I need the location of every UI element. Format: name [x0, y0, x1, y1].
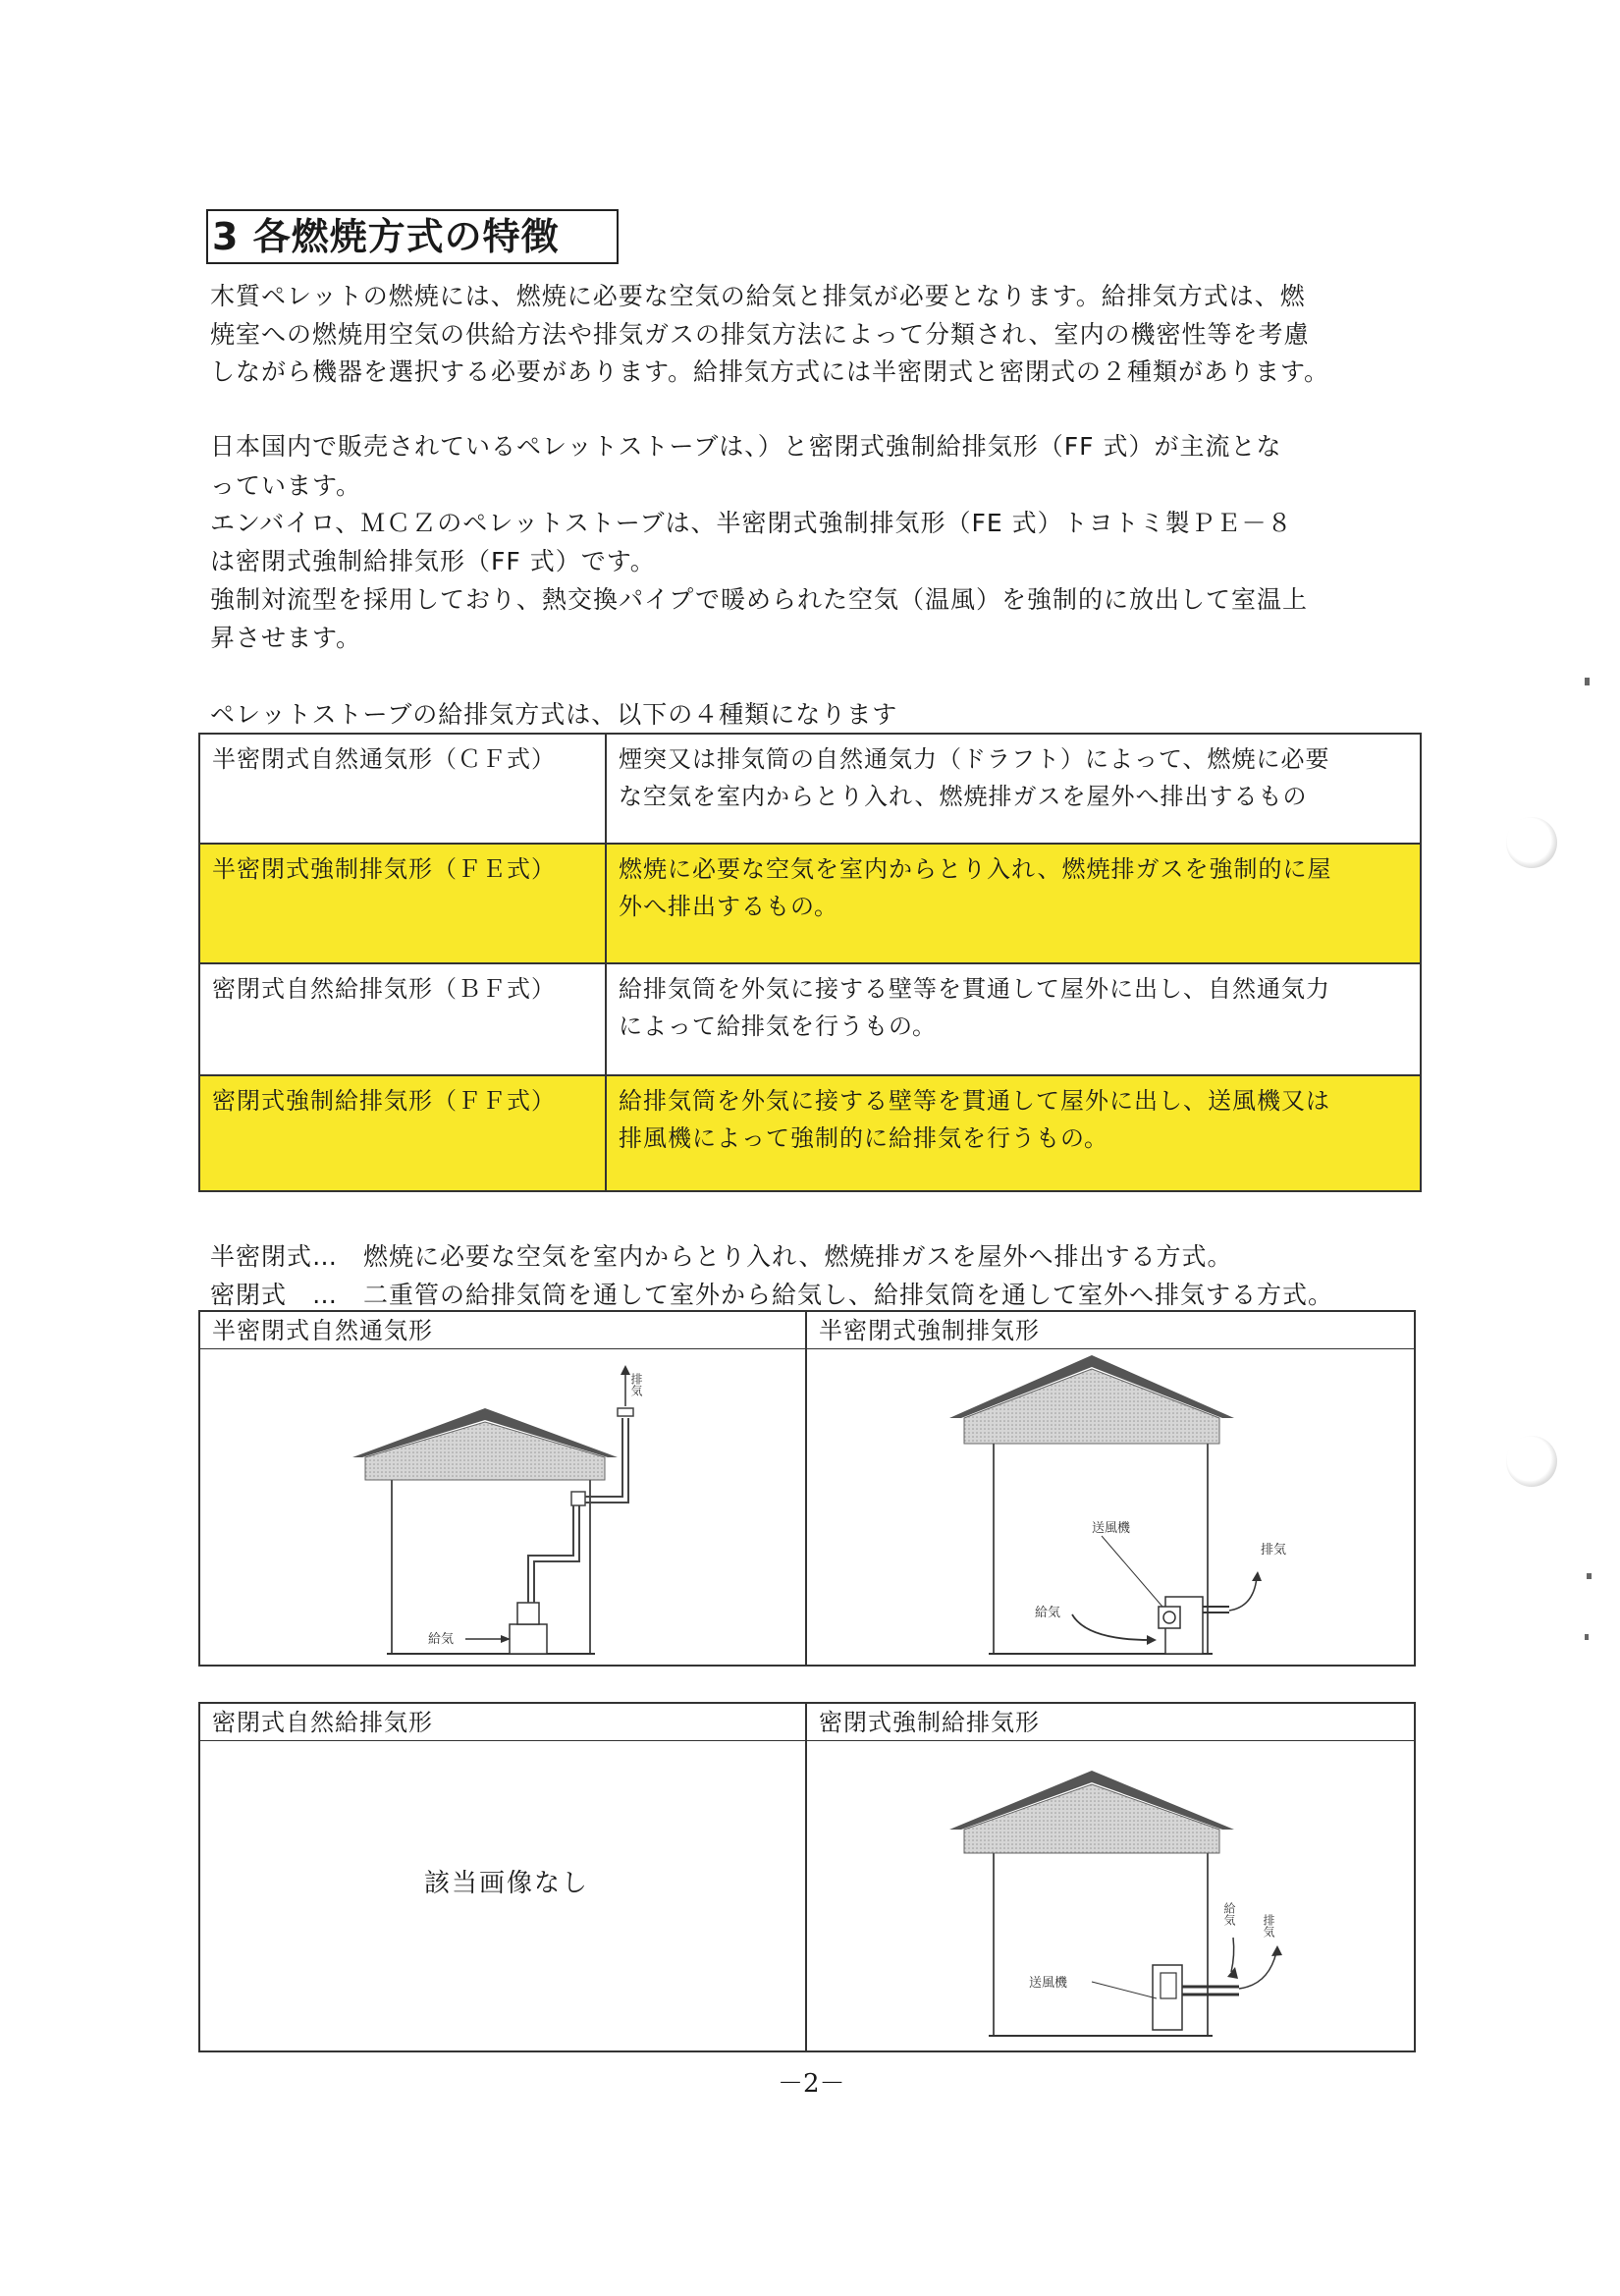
desc-line: 煙突又は排気筒の自然通気力（ドラフト）によって、燃焼に必要: [619, 745, 1330, 773]
desc-line: 給排気筒を外気に接する壁等を貫通して屋外に出し、自然通気力: [619, 975, 1330, 1003]
diagram-ff: [805, 1702, 1416, 2052]
method-description: [606, 734, 1421, 844]
market-line-2: っています。: [210, 471, 362, 500]
house-fe-illustration: [807, 1349, 1414, 1665]
punch-hole: [1506, 1436, 1557, 1487]
section-title: 3 各燃焼方式の特徴: [206, 209, 619, 264]
market-line-4: は密閉式強制給排気形（FF 式）です。: [210, 547, 656, 575]
diagram-fe: [805, 1310, 1416, 1667]
methods-table: [198, 733, 1422, 1192]
method-name: 密閉式自然給排気形（ＢＦ式）: [199, 963, 606, 1075]
diagram-title: 密閉式強制給排気形: [807, 1704, 1414, 1741]
method-description: [606, 1075, 1421, 1191]
punch-hole: [1506, 817, 1557, 868]
diagram-title: 密閉式自然給排気形: [200, 1704, 805, 1741]
definition-closed: 密閉式 … 二重管の給排気筒を通して室外から給気し、給排気筒を通して室外へ排気する方式。: [210, 1281, 1334, 1309]
market-line-6: 昇させます。: [210, 624, 362, 652]
table-row: [199, 844, 1421, 963]
diagram-title: 半密閉式自然通気形: [200, 1312, 805, 1349]
desc-line: な空気を室内からとり入れ、燃焼排ガスを屋外へ排出するもの: [619, 783, 1308, 810]
table-row: [199, 963, 1421, 1075]
scan-speck: [1585, 1634, 1589, 1640]
table-caption: ペレットストーブの給排気方式は、以下の４種類になります: [210, 700, 898, 729]
house-ff-illustration: [807, 1741, 1414, 2050]
diagram-title: 半密閉式強制排気形: [807, 1312, 1414, 1349]
house-cf-illustration: [200, 1349, 805, 1665]
method-description: [606, 963, 1421, 1075]
market-line-3: エンバイロ、ＭＣＺのペレットストーブは、半密閉式強制排気形（FE 式）トヨトミ製ＰＥ－８: [210, 509, 1293, 537]
intro-line-3: しながら機器を選択する必要があります。給排気方式には半密閉式と密閉式の２種類があります。: [210, 357, 1330, 386]
method-name: 密閉式強制給排気形（ＦＦ式）: [199, 1075, 606, 1191]
label-fan: 送風機: [1092, 1521, 1131, 1536]
table-row: [199, 1075, 1421, 1191]
diagram-cf: [198, 1310, 807, 1667]
no-image-text: 該当画像なし: [424, 1869, 590, 1898]
label-intake: 給気: [1035, 1606, 1061, 1620]
label-exhaust: 排気: [629, 1373, 643, 1396]
desc-line: 給排気筒を外気に接する壁等を貫通して屋外に出し、送風機又は: [619, 1087, 1330, 1115]
market-line-5: 強制対流型を採用しており、熱交換パイプで暖められた空気（温風）を強制的に放出して室温上: [210, 585, 1309, 614]
desc-line: によって給排気を行うもの。: [619, 1012, 938, 1040]
intro-line-1: 木質ペレットの燃焼には、燃焼に必要な空気の給気と排気が必要となります。給排気方式は、燃: [210, 282, 1306, 310]
definition-semi-closed: 半密閉式… 燃焼に必要な空気を室内からとり入れ、燃焼排ガスを屋外へ排出する方式。: [210, 1242, 1233, 1271]
label-exhaust: 排気: [1262, 1914, 1275, 1938]
method-description: [606, 844, 1421, 963]
label-intake: 給気: [428, 1632, 455, 1647]
label-intake: 給気: [1222, 1902, 1236, 1926]
scan-speck: [1585, 678, 1590, 685]
intro-line-2: 焼室への燃焼用空気の供給方法や排気ガスの排気方法によって分類され、室内の機密性等を考慮: [210, 320, 1310, 349]
label-fan: 送風機: [1029, 1976, 1068, 1991]
page-number: －2－: [778, 2069, 845, 2099]
table-row: [199, 734, 1421, 844]
label-exhaust: 排気: [1261, 1543, 1287, 1558]
market-line-1: 日本国内で販売されているペレットストーブは、）と密閉式強制給排気形（FF 式）が主流とな: [210, 432, 1282, 461]
diagram-bf: [198, 1702, 807, 2052]
desc-line: 外へ排出するもの。: [619, 893, 839, 920]
method-name: 半密閉式自然通気形（ＣＦ式）: [199, 734, 606, 844]
method-name: 半密閉式強制排気形（ＦＥ式）: [199, 844, 606, 963]
scan-speck: [1587, 1573, 1592, 1579]
desc-line: 排風機によって強制的に給排気を行うもの。: [619, 1124, 1109, 1152]
desc-line: 燃焼に必要な空気を室内からとり入れ、燃焼排ガスを強制的に屋: [619, 855, 1332, 883]
